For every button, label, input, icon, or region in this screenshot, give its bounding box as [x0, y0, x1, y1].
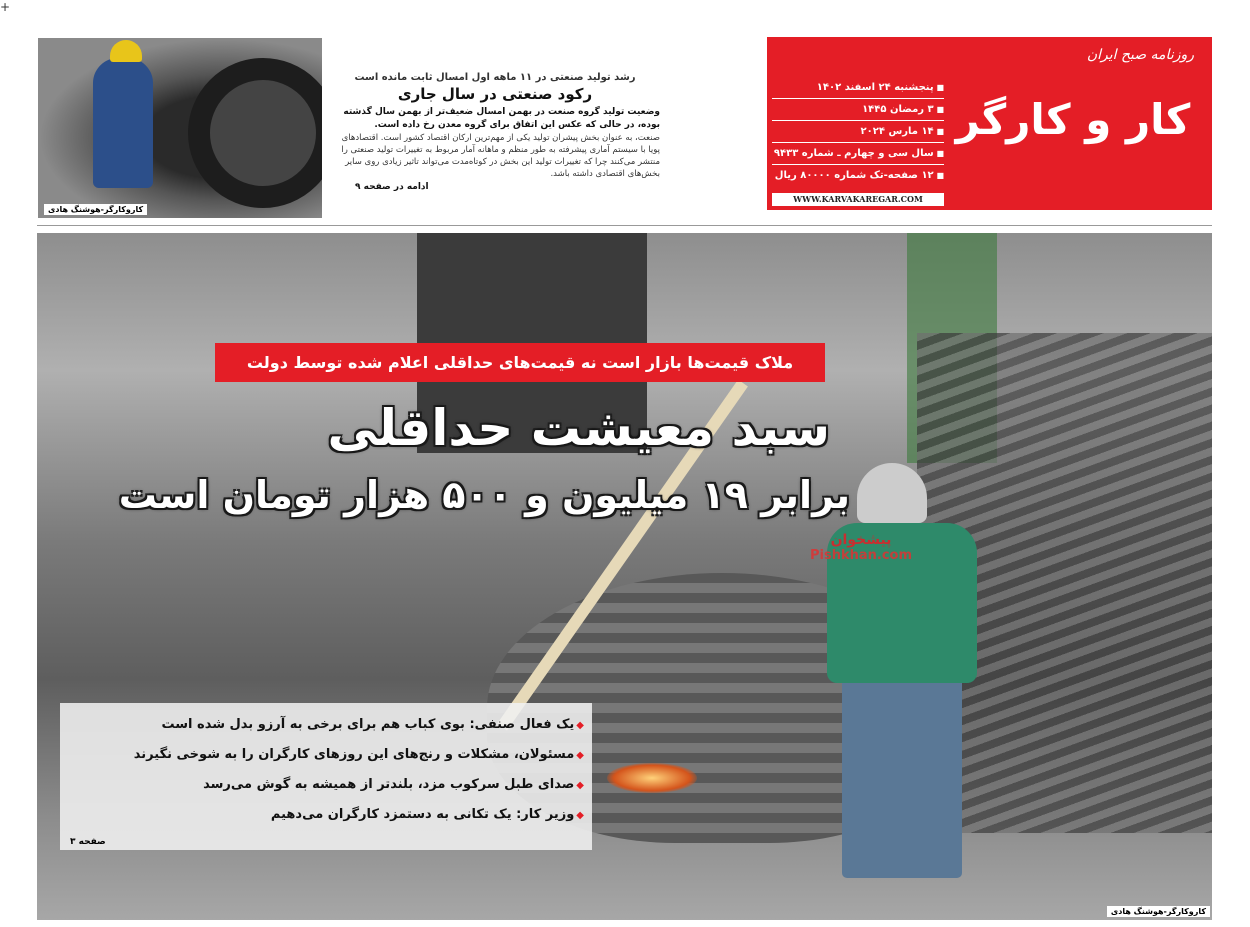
red-banner: ملاک قیمت‌ها بازار است نه قیمت‌های حداقلی اعلام شده توسط دولت [215, 343, 825, 382]
info-hijri: ■ ۳ رمضان ۱۴۴۵ [772, 99, 944, 121]
watermark-fa: پیشخوان [830, 532, 892, 548]
info-issue: ■ سال سی و چهارم ـ شماره ۹۴۳۳ [772, 143, 944, 165]
top-story [330, 72, 660, 192]
info-gregorian: ■ ۱۴ مارس ۲۰۲۴ [772, 121, 944, 143]
story-kicker: رشد تولید صنعتی در ۱۱ ماهه اول امسال ثابت مانده است [354, 72, 636, 83]
helmet-shape [110, 40, 142, 62]
headline-line-1[interactable]: سبد معیشت حداقلی [327, 399, 830, 457]
worker-figure [93, 58, 153, 188]
bullet-item[interactable]: ◆ صدای طبل سرکوب مزد، بلندتر از همیشه به گوش می‌رسد [68, 770, 584, 800]
bullet-item[interactable]: ◆ وزیر کار: یک تکانی به دستمزد کارگران می‌دهیم [68, 800, 584, 830]
crop-mark: + [0, 0, 11, 14]
bullet-item[interactable]: ◆ مسئولان، مشکلات و رنج‌های این روزهای کارگران را به شوخی نگیرند [68, 740, 584, 770]
logo: کار و کارگر [955, 95, 1191, 144]
story-body: صنعت، به عنوان بخش پیشران تولید یکی از مهم‌ترین ارکان اقتصاد کشور است. اقتصادهای پویا با سیستم آماری پیشرفته به طور منظم و ماهانه آمار مربوط به تغییرات تولید صنعتی را منتشر می‌کنند چرا که تغییرات تولید این بخش در کوتاه‌مدت می‌تواند تاثیر زیادی روی سایر بخش‌های اقتصادی داشته باشد. [341, 133, 660, 179]
wheel-shape [188, 58, 322, 208]
main-photo-credit: کاروکارگر-هوشنگ هادی [1107, 906, 1210, 917]
page-ref[interactable]: صفحه ۳ [70, 837, 106, 847]
story-lead: وضعیت تولید گروه صنعت در بهمن امسال ضعیف‌تر از بهمن سال گذشته بوده، در حالی که عکس این اتفاق برای گروه معدن رخ داده است. [343, 107, 660, 130]
bullet-item[interactable]: ◆ یک فعال صنفی: بوی کباب هم برای برخی به آرزو بدل شده است [68, 710, 584, 740]
worker-figure [817, 463, 987, 883]
top-photo [38, 38, 322, 218]
jeans [842, 678, 962, 878]
bullet-box [60, 703, 592, 850]
hard-hat [857, 463, 927, 523]
info-price: ■ ۱۲ صفحه-تک شماره ۸۰۰۰۰ ریال [772, 165, 944, 186]
masthead [767, 37, 1212, 210]
issue-info [772, 77, 944, 186]
headline-line-2[interactable]: برابر ۱۹ میلیون و ۵۰۰ هزار تومان است [118, 473, 850, 517]
continued-link[interactable]: ادامه در صفحه ۹ [355, 182, 429, 192]
website-url[interactable]: WWW.KARVAKAREGAR.COM [772, 193, 944, 206]
watermark-en: Pishkhan.com [810, 548, 913, 563]
story-title[interactable]: رکود صنعتی در سال جاری [397, 85, 593, 103]
divider [37, 225, 1212, 226]
info-date: ■ پنجشنبه ۲۴ اسفند ۱۴۰۲ [772, 77, 944, 99]
photo-credit: کاروکارگر-هوشنگ هادی [44, 204, 147, 215]
watermark [810, 532, 912, 563]
slogan: روزنامه صبح ایران [1086, 47, 1194, 63]
molten-glow [607, 763, 697, 793]
